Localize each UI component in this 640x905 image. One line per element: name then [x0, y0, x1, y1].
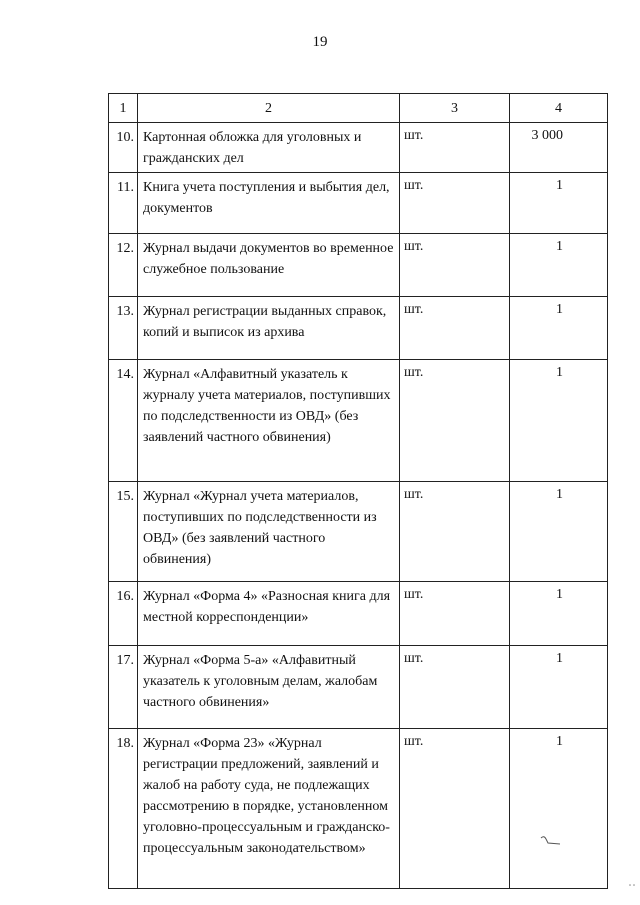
supplies-table — [108, 93, 608, 889]
row-number: 13. — [109, 297, 138, 360]
table-row — [109, 297, 608, 360]
item-unit: шт. — [400, 123, 510, 173]
item-unit: шт. — [400, 297, 510, 360]
header-col-1: 1 — [109, 94, 138, 123]
table-row — [109, 123, 608, 173]
item-name: Картонная обложка для уголовных и гражданских дел — [138, 123, 400, 173]
item-name: Журнал регистрации выданных справок, копий и выписок из архива — [138, 297, 400, 360]
table-row — [109, 582, 608, 646]
item-unit: шт. — [400, 646, 510, 729]
item-quantity: 1 — [510, 297, 608, 360]
item-name: Журнал «Форма 4» «Разносная книга для местной корреспонденции» — [138, 582, 400, 646]
header-col-4: 4 — [510, 94, 608, 123]
row-number: 11. — [109, 173, 138, 234]
item-name: Журнал «Журнал учета материалов, поступивших по подследственности из ОВД» (без заявлений частного обвинения) — [138, 482, 400, 582]
row-number: 12. — [109, 234, 138, 297]
table-row — [109, 360, 608, 482]
item-quantity: 3 000 — [510, 123, 608, 173]
item-name: Журнал «Форма 5-а» «Алфавитный указатель к уголовным делам, жалобам частного обвинения» — [138, 646, 400, 729]
item-quantity: 1 — [510, 482, 608, 582]
table-header-row — [109, 94, 608, 123]
item-quantity: 1 — [510, 173, 608, 234]
table-row — [109, 729, 608, 889]
page-number: 19 — [312, 34, 328, 50]
item-quantity: 1 — [510, 729, 608, 889]
item-unit: шт. — [400, 173, 510, 234]
item-unit: шт. — [400, 360, 510, 482]
row-number: 18. — [109, 729, 138, 889]
item-quantity: 1 — [510, 360, 608, 482]
item-name: Журнал «Алфавитный указатель к журналу учета материалов, поступивших по подследственности из ОВД» (без заявлений частного обвинения) — [138, 360, 400, 482]
item-quantity: 1 — [510, 646, 608, 729]
table-row — [109, 646, 608, 729]
item-name: Журнал выдачи документов во временное служебное пользование — [138, 234, 400, 297]
item-unit: шт. — [400, 234, 510, 297]
header-col-2: 2 — [138, 94, 400, 123]
item-name: Журнал «Форма 23» «Журнал регистрации предложений, заявлений и жалоб на работу суда, не подлежащих рассмотрению в порядке, установленном уголовно-процессуальным и гражданско-процессуальным законодательством» — [138, 729, 400, 889]
handwritten-mark — [540, 833, 564, 847]
row-number: 17. — [109, 646, 138, 729]
item-unit: шт. — [400, 729, 510, 889]
scan-edge-mark — [628, 882, 638, 888]
row-number: 10. — [109, 123, 138, 173]
table-row — [109, 482, 608, 582]
item-unit: шт. — [400, 482, 510, 582]
item-name: Книга учета поступления и выбытия дел, документов — [138, 173, 400, 234]
item-quantity: 1 — [510, 234, 608, 297]
header-col-3: 3 — [400, 94, 510, 123]
table-row — [109, 173, 608, 234]
row-number: 15. — [109, 482, 138, 582]
table-row — [109, 234, 608, 297]
row-number: 16. — [109, 582, 138, 646]
row-number: 14. — [109, 360, 138, 482]
item-unit: шт. — [400, 582, 510, 646]
item-quantity: 1 — [510, 582, 608, 646]
